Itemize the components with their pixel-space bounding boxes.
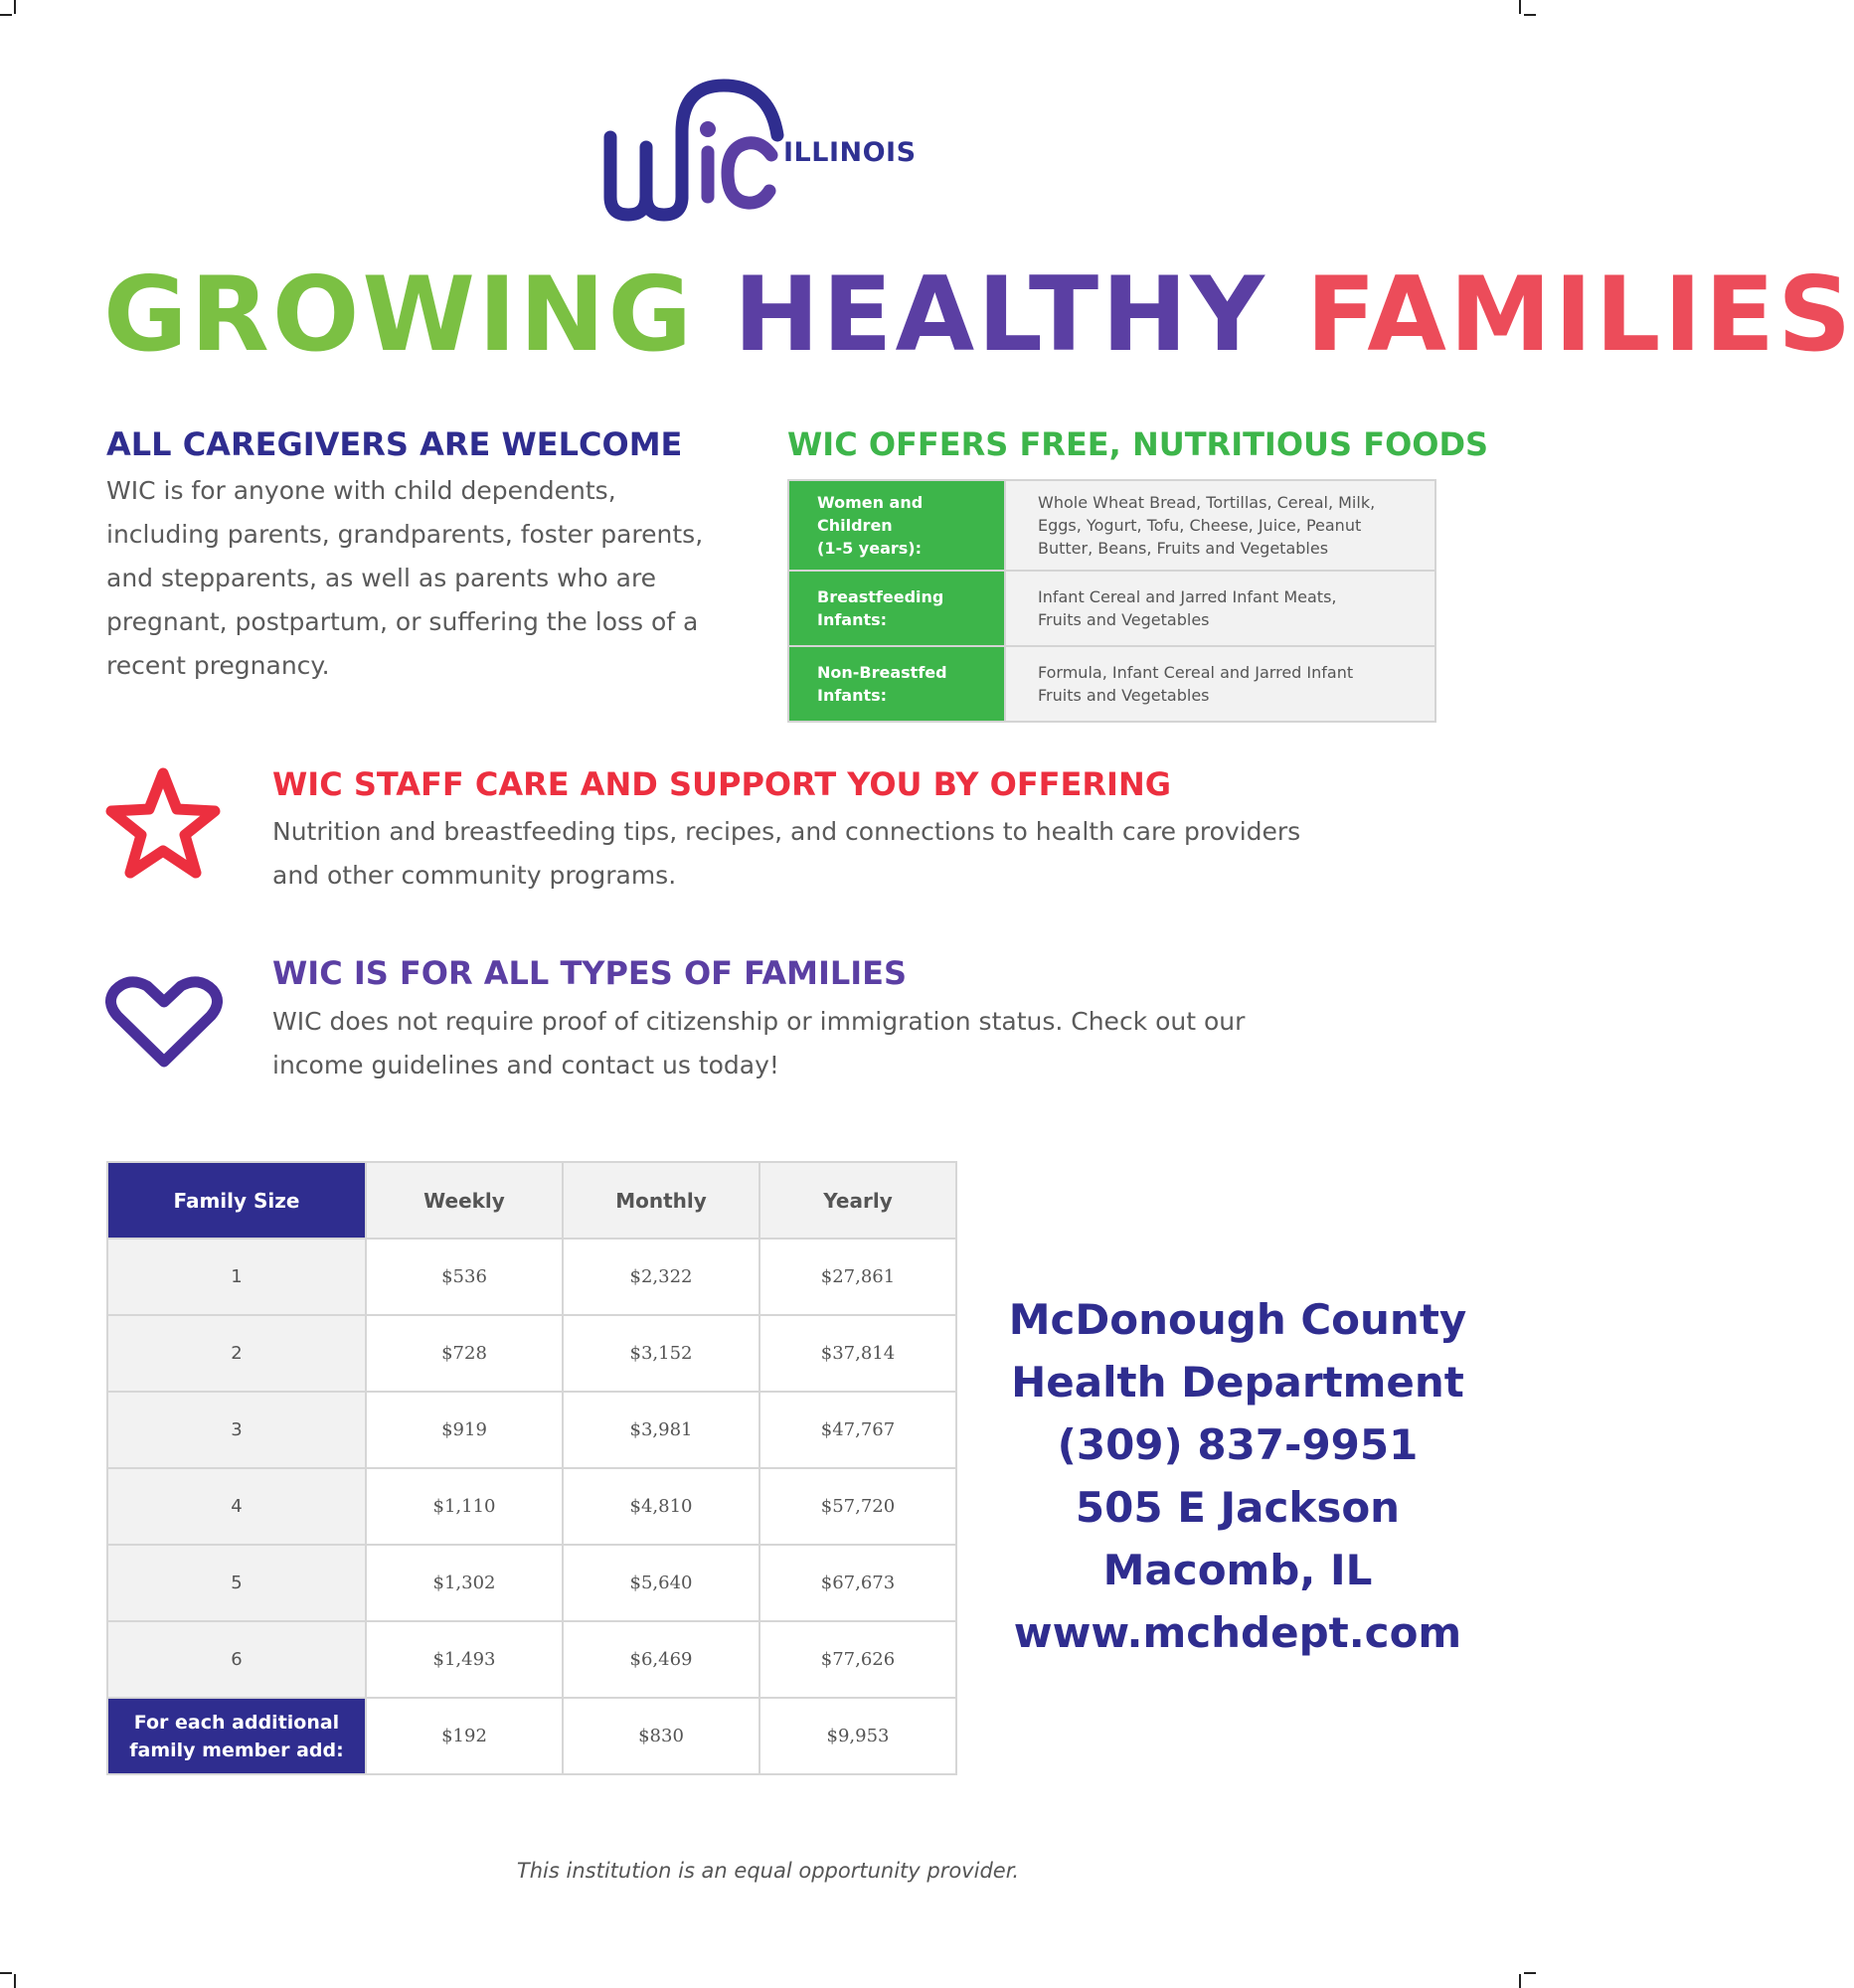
foods-category-line: Non-Breastfed Infants: bbox=[817, 663, 947, 705]
family-size-cell: 3 bbox=[107, 1392, 366, 1468]
foods-category-line: (1-5 years): bbox=[817, 539, 922, 558]
income-header-yearly: Yearly bbox=[759, 1162, 956, 1239]
weekly-cell: $728 bbox=[366, 1315, 563, 1392]
caregivers-text bbox=[106, 469, 723, 688]
wic-logo-icon bbox=[602, 78, 783, 227]
contact-city: Macomb, IL bbox=[1102, 1546, 1373, 1594]
heart-icon bbox=[103, 972, 225, 1072]
caregivers-heading: ALL CAREGIVERS ARE WELCOME bbox=[106, 425, 683, 463]
weekly-cell: $1,493 bbox=[366, 1621, 563, 1698]
staff-heading: WIC STAFF CARE AND SUPPORT YOU BY OFFERING bbox=[272, 765, 1171, 803]
star-icon bbox=[101, 763, 225, 885]
monthly-cell: $4,810 bbox=[563, 1468, 759, 1545]
crop-mark-top-right bbox=[1519, 0, 1521, 14]
foods-table bbox=[787, 479, 1436, 723]
contact-website-link[interactable]: www.mchdept.com bbox=[1013, 1608, 1462, 1657]
monthly-cell: $830 bbox=[563, 1698, 759, 1774]
foods-items-line: Whole Wheat Bread, Tortillas, Cereal, Milk, bbox=[1038, 493, 1376, 512]
crop-mark-bottom-left bbox=[14, 1974, 16, 1988]
weekly-cell: $919 bbox=[366, 1392, 563, 1468]
foods-category-line: Women and Children bbox=[817, 493, 924, 535]
monthly-cell: $3,981 bbox=[563, 1392, 759, 1468]
headline-word-growing: GROWING bbox=[103, 255, 696, 375]
crop-mark-top-left bbox=[14, 0, 16, 14]
foods-category bbox=[788, 571, 1005, 646]
family-size-cell: 5 bbox=[107, 1545, 366, 1621]
contact-street: 505 E Jackson bbox=[1075, 1483, 1401, 1532]
income-header-family-size: Family Size bbox=[107, 1162, 366, 1239]
caregivers-line: recent pregnancy. bbox=[106, 651, 330, 680]
family-size-cell: 6 bbox=[107, 1621, 366, 1698]
family-size-cell: 2 bbox=[107, 1315, 366, 1392]
foods-items-line: Eggs, Yogurt, Tofu, Cheese, Juice, Peanut bbox=[1038, 516, 1362, 535]
caregivers-line: including parents, grandparents, foster parents, bbox=[106, 520, 704, 549]
table-row bbox=[107, 1239, 956, 1315]
yearly-cell: $27,861 bbox=[759, 1239, 956, 1315]
table-row bbox=[107, 1315, 956, 1392]
family-size-cell: 4 bbox=[107, 1468, 366, 1545]
foods-items-line: Formula, Infant Cereal and Jarred Infant bbox=[1038, 663, 1354, 682]
families-text bbox=[272, 1000, 1366, 1087]
foods-row bbox=[788, 480, 1435, 571]
monthly-cell: $5,640 bbox=[563, 1545, 759, 1621]
crop-mark-top-left-h bbox=[0, 14, 12, 16]
crop-mark-bottom-right-h bbox=[1524, 1972, 1536, 1974]
income-guidelines-table bbox=[106, 1161, 957, 1775]
foods-items-line: Fruits and Vegetables bbox=[1038, 610, 1210, 629]
staff-line: Nutrition and breastfeeding tips, recipes, and connections to health care providers bbox=[272, 817, 1301, 846]
additional-member-label-line: family member add: bbox=[129, 1739, 344, 1761]
foods-items-line: Infant Cereal and Jarred Infant Meats, bbox=[1038, 587, 1337, 606]
table-row bbox=[107, 1392, 956, 1468]
yearly-cell: $67,673 bbox=[759, 1545, 956, 1621]
contact-org-line1: McDonough County bbox=[1008, 1295, 1467, 1344]
yearly-cell: $9,953 bbox=[759, 1698, 956, 1774]
income-header-weekly: Weekly bbox=[366, 1162, 563, 1239]
yearly-cell: $57,720 bbox=[759, 1468, 956, 1545]
foods-items bbox=[1005, 646, 1435, 722]
foods-row bbox=[788, 646, 1435, 722]
yearly-cell: $47,767 bbox=[759, 1392, 956, 1468]
table-row bbox=[107, 1545, 956, 1621]
weekly-cell: $1,110 bbox=[366, 1468, 563, 1545]
foods-category-line: Breastfeeding Infants: bbox=[817, 587, 944, 629]
yearly-cell: $77,626 bbox=[759, 1621, 956, 1698]
monthly-cell: $3,152 bbox=[563, 1315, 759, 1392]
crop-mark-bottom-left-h bbox=[0, 1972, 12, 1974]
caregivers-line: WIC is for anyone with child dependents, bbox=[106, 476, 616, 505]
table-row bbox=[107, 1621, 956, 1698]
foods-heading: WIC OFFERS FREE, NUTRITIOUS FOODS bbox=[787, 425, 1489, 463]
caregivers-line: and stepparents, as well as parents who are bbox=[106, 564, 657, 592]
weekly-cell: $1,302 bbox=[366, 1545, 563, 1621]
caregivers-line: pregnant, postpartum, or suffering the loss of a bbox=[106, 607, 699, 636]
foods-items bbox=[1005, 480, 1435, 571]
foods-items bbox=[1005, 571, 1435, 646]
additional-member-label-line: For each additional bbox=[133, 1711, 340, 1734]
foods-category bbox=[788, 646, 1005, 722]
contact-org-line2: Health Department bbox=[1011, 1358, 1464, 1407]
foods-items-line: Fruits and Vegetables bbox=[1038, 686, 1210, 705]
foods-items-line: Butter, Beans, Fruits and Vegetables bbox=[1038, 539, 1329, 558]
crop-mark-bottom-right bbox=[1519, 1974, 1521, 1988]
monthly-cell: $2,322 bbox=[563, 1239, 759, 1315]
contact-phone[interactable]: (309) 837-9951 bbox=[1057, 1420, 1419, 1469]
page-headline bbox=[103, 255, 1854, 375]
families-line: WIC does not require proof of citizenship or immigration status. Check out our bbox=[272, 1007, 1246, 1036]
families-line: income guidelines and contact us today! bbox=[272, 1051, 779, 1079]
income-header-monthly: Monthly bbox=[563, 1162, 759, 1239]
logo-state-label: ILLINOIS bbox=[783, 137, 917, 168]
income-header-row bbox=[107, 1162, 956, 1239]
monthly-cell: $6,469 bbox=[563, 1621, 759, 1698]
yearly-cell: $37,814 bbox=[759, 1315, 956, 1392]
headline-word-healthy: HEALTHY bbox=[733, 255, 1267, 375]
foods-category bbox=[788, 480, 1005, 571]
weekly-cell: $192 bbox=[366, 1698, 563, 1774]
table-row bbox=[107, 1468, 956, 1545]
contact-block bbox=[994, 1288, 1481, 1664]
wic-illinois-logo bbox=[602, 78, 917, 227]
table-row-additional bbox=[107, 1698, 956, 1774]
headline-word-families: FAMILIES bbox=[1305, 255, 1854, 375]
additional-member-label bbox=[107, 1698, 366, 1774]
families-heading: WIC IS FOR ALL TYPES OF FAMILIES bbox=[272, 954, 908, 992]
staff-text bbox=[272, 810, 1366, 898]
crop-mark-top-right-h bbox=[1524, 14, 1536, 16]
weekly-cell: $536 bbox=[366, 1239, 563, 1315]
foods-row bbox=[788, 571, 1435, 646]
staff-line: and other community programs. bbox=[272, 861, 677, 890]
family-size-cell: 1 bbox=[107, 1239, 366, 1315]
footer-statement: This institution is an equal opportunity provider. bbox=[516, 1859, 1020, 1883]
